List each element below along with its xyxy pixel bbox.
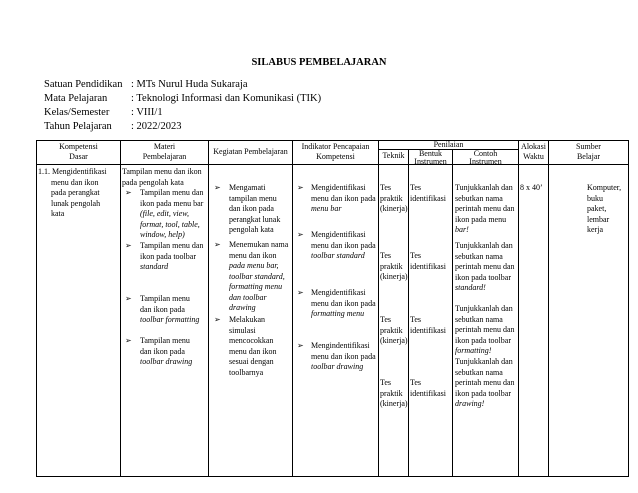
bentuk-item — [410, 251, 446, 272]
text-line: standard! — [455, 283, 486, 292]
header-indikator — [293, 142, 378, 162]
kegiatan-item — [229, 183, 280, 236]
text-line: Tampilan menu — [140, 336, 190, 345]
text-line: formatting! — [455, 346, 492, 355]
contoh-item — [455, 183, 515, 236]
bullet-icon: ➢ — [297, 288, 304, 297]
header-kompetensi — [37, 142, 120, 162]
materi-item — [140, 241, 203, 273]
text-line: sebutkan nama — [455, 314, 503, 324]
text-line: Melakukan — [229, 315, 265, 324]
text-line: bar! — [455, 225, 469, 234]
header-line: Pembelajaran — [142, 152, 187, 161]
text-line: toolbar standard, — [229, 271, 285, 281]
text-line: Tes — [410, 251, 421, 260]
text-line: praktik — [380, 193, 403, 203]
text-line: identifikasi — [410, 325, 446, 335]
header-line: Belajar — [576, 152, 601, 161]
text-line: Mengidentifikasi — [311, 183, 366, 192]
table-border-bottom — [36, 476, 628, 477]
text-line: Tes — [410, 315, 421, 324]
contoh-item — [455, 241, 515, 294]
text-line: pada menu bar, — [229, 261, 279, 270]
bentuk-item — [410, 315, 446, 336]
text-line: kata — [51, 209, 65, 218]
indikator-item — [311, 230, 376, 262]
text-line: toolbarnya — [229, 367, 264, 377]
text-line: dan ikon pada — [140, 346, 185, 356]
header-materi — [121, 142, 208, 162]
bentuk-item — [410, 378, 446, 399]
header-line: Sumber — [576, 142, 601, 151]
document-title: SILABUS PEMBELAJARAN — [251, 57, 387, 68]
text-line: pada pengolah kata — [122, 177, 184, 187]
text-line: pengolah kata — [229, 225, 274, 234]
bullet-icon: ➢ — [214, 315, 221, 324]
contoh-item — [455, 357, 515, 410]
bullet-icon: ➢ — [214, 240, 221, 249]
text-line: Mengamati — [229, 183, 266, 192]
indikator-item — [311, 288, 376, 320]
teknik-item — [380, 183, 408, 215]
info-label: Satuan Pendidikan — [44, 79, 123, 90]
text-line: lunak pengolah — [51, 198, 101, 208]
col-border — [36, 140, 37, 477]
text-line: ikon pada menu — [455, 214, 507, 224]
text-line: formatting menu — [229, 282, 283, 291]
text-line: menu dan ikon pada — [311, 351, 376, 361]
text-line: menu dan ikon pada — [311, 298, 376, 308]
header-line: Instrumen — [414, 157, 447, 166]
text-line: format, tool, table, — [140, 219, 200, 229]
teknik-item — [380, 315, 408, 347]
text-line: mencocokkan — [229, 336, 274, 345]
text-line: pada perangkat — [51, 188, 100, 197]
text-line: buku — [587, 193, 603, 203]
text-line: toolbar formatting — [140, 315, 200, 324]
text-line: Tes — [410, 183, 421, 192]
text-line: kerja — [587, 225, 603, 234]
header-line: Kompetensi — [59, 142, 98, 151]
text-line: paket, — [587, 204, 607, 213]
header-bentuk — [409, 150, 452, 166]
col-border — [628, 140, 629, 477]
bullet-icon: ➢ — [125, 336, 132, 345]
text-span: ikon pada menu bar — [140, 198, 204, 208]
text-line: toolbar standard — [311, 251, 365, 260]
header-line: Materi — [153, 142, 176, 151]
text-line: (kinerja) — [380, 272, 408, 281]
text-line: praktik — [380, 325, 403, 335]
text-line: (file, edit, view, — [140, 209, 189, 218]
text-line: Tes — [380, 251, 391, 260]
text-line: drawing! — [455, 399, 485, 408]
text-line: sesuai dengan — [229, 357, 274, 366]
text-line: Tunjukkanlah dan — [455, 357, 513, 366]
text-line: praktik — [380, 388, 403, 398]
info-label: Mata Pelajaran — [44, 93, 108, 104]
col-border — [292, 140, 293, 477]
col-border — [378, 140, 379, 477]
header-kegiatan: Kegiatan Pembelajaran — [213, 147, 288, 156]
indikator-item — [311, 341, 376, 373]
header-teknik: Teknik — [382, 151, 405, 160]
materi-intro — [122, 167, 202, 188]
text-line: tampilan menu — [229, 193, 277, 203]
header-line: Bentuk — [418, 149, 443, 158]
text-line: ikon pada toolbar — [455, 272, 511, 282]
header-line: Waktu — [523, 152, 544, 161]
text-line: Tes — [380, 183, 391, 192]
text-line: menu dan ikon — [51, 177, 99, 187]
text-line: ikon pada toolbar — [455, 335, 511, 345]
text-line: formatting menu — [311, 309, 365, 318]
col-border — [408, 149, 409, 477]
text-line: perintah menu dan — [455, 325, 515, 334]
text-line: menu dan ikon — [229, 250, 277, 260]
text-line: perintah menu dan — [455, 204, 515, 213]
text-line: 1.1. Mengidentifikasi — [38, 167, 107, 176]
teknik-item — [380, 378, 408, 410]
text-line: Tes — [380, 378, 391, 387]
text-line: identifikasi — [410, 388, 446, 398]
header-line: Contoh — [473, 149, 498, 158]
text-line: sebutkan nama — [455, 251, 503, 261]
kompetensi-cell — [38, 167, 107, 220]
header-line: Indikator Pencapaian — [301, 142, 370, 151]
text-line: toolbar drawing — [140, 357, 193, 366]
indikator-item — [311, 183, 376, 215]
text-line: Tampilan menu dan — [140, 188, 204, 197]
text-line: perintah menu dan — [455, 378, 515, 387]
text-line: sebutkan nama — [455, 367, 503, 377]
materi-item — [140, 294, 199, 326]
header-line: Instrumen — [469, 157, 502, 166]
text-line: Tes — [380, 315, 391, 324]
info-label: Tahun Pelajaran — [44, 121, 112, 132]
bullet-icon: ➢ — [125, 188, 132, 197]
teknik-item — [380, 251, 408, 283]
bullet-icon: ➢ — [125, 294, 132, 303]
bullet-icon: ➢ — [214, 183, 221, 192]
text-line: perintah menu dan — [455, 262, 515, 271]
header-alokasi — [519, 142, 548, 162]
kegiatan-item — [229, 315, 277, 378]
text-line: (kinerja) — [380, 204, 408, 213]
bentuk-item — [410, 183, 446, 204]
kegiatan-item — [229, 240, 288, 314]
header-contoh — [453, 150, 518, 166]
text-line: Komputer, — [587, 183, 622, 192]
info-value: : VIII/1 — [131, 107, 163, 118]
text-line: drawing — [229, 303, 256, 312]
sumber-cell — [587, 183, 621, 236]
text-line: ikon pada toolbar — [140, 251, 196, 261]
col-border — [518, 140, 519, 477]
header-sumber — [549, 142, 628, 162]
text-line: menu dan ikon — [229, 346, 277, 356]
text-line: Mengindentifikasi — [311, 341, 370, 350]
bullet-icon: ➢ — [297, 341, 304, 350]
text-line: (kinerja) — [380, 399, 408, 408]
info-value: : 2022/2023 — [131, 121, 182, 132]
text-line: standard — [140, 262, 169, 271]
text-line: Mengidentifikasi — [311, 288, 366, 297]
col-border — [452, 149, 453, 477]
text-line: menu dan ikon pada — [311, 240, 376, 250]
bullet-icon: ➢ — [297, 230, 304, 239]
text-line: menu bar — [311, 204, 342, 213]
text-line: Tampilan menu dan — [140, 241, 204, 250]
col-border — [548, 140, 549, 477]
text-line: identifikasi — [410, 261, 446, 271]
info-label: Kelas/Semester — [44, 107, 110, 118]
text-line: (kinerja) — [380, 336, 408, 345]
table-border-top — [36, 140, 628, 141]
text-line: Tes — [410, 378, 421, 387]
text-line: Mengidentifikasi — [311, 230, 366, 239]
text-line: sebutkan nama — [455, 193, 503, 203]
text-line: simulasi — [229, 325, 256, 335]
text-line: praktik — [380, 261, 403, 271]
text-line: window, help) — [140, 230, 185, 239]
text-line: Tunjukkanlah dan — [455, 183, 513, 192]
text-line: Tunjukkanlah dan — [455, 241, 513, 250]
text-line: dan ikon pada — [229, 204, 274, 213]
header-penilaian: Penilaian — [433, 140, 464, 149]
text-line: Tampilan menu — [140, 294, 190, 303]
materi-item — [140, 188, 203, 241]
text-line: lembar — [587, 214, 610, 224]
text-line: ikon pada toolbar — [455, 388, 511, 398]
text-line — [140, 199, 203, 210]
text-line: toolbar drawing — [311, 362, 364, 371]
info-value: : Teknologi Informasi dan Komunikasi (TIK) — [131, 93, 322, 104]
col-border — [208, 140, 209, 477]
text-line: Tampilan menu dan ikon — [122, 167, 202, 176]
header-line: Alokasi — [521, 142, 546, 151]
header-divider — [36, 164, 628, 165]
contoh-item — [455, 304, 515, 357]
bullet-icon: ➢ — [297, 183, 304, 192]
text-line: menu dan ikon pada — [311, 193, 376, 203]
alokasi-value: 8 x 40’ — [520, 183, 543, 192]
text-line: perangkat lunak — [229, 214, 281, 224]
materi-item — [140, 336, 192, 368]
text-line: Tunjukkanlah dan — [455, 304, 513, 313]
text-line: Menemukan nama — [229, 240, 289, 249]
text-line: dan ikon pada — [140, 304, 185, 314]
text-line: dan toolbar — [229, 292, 267, 302]
header-line: Kompetensi — [316, 152, 355, 161]
col-border — [120, 140, 121, 477]
info-value: : MTs Nurul Huda Sukaraja — [131, 79, 248, 90]
bullet-icon: ➢ — [125, 241, 132, 250]
text-line: identifikasi — [410, 193, 446, 203]
header-line: Dasar — [69, 152, 88, 161]
